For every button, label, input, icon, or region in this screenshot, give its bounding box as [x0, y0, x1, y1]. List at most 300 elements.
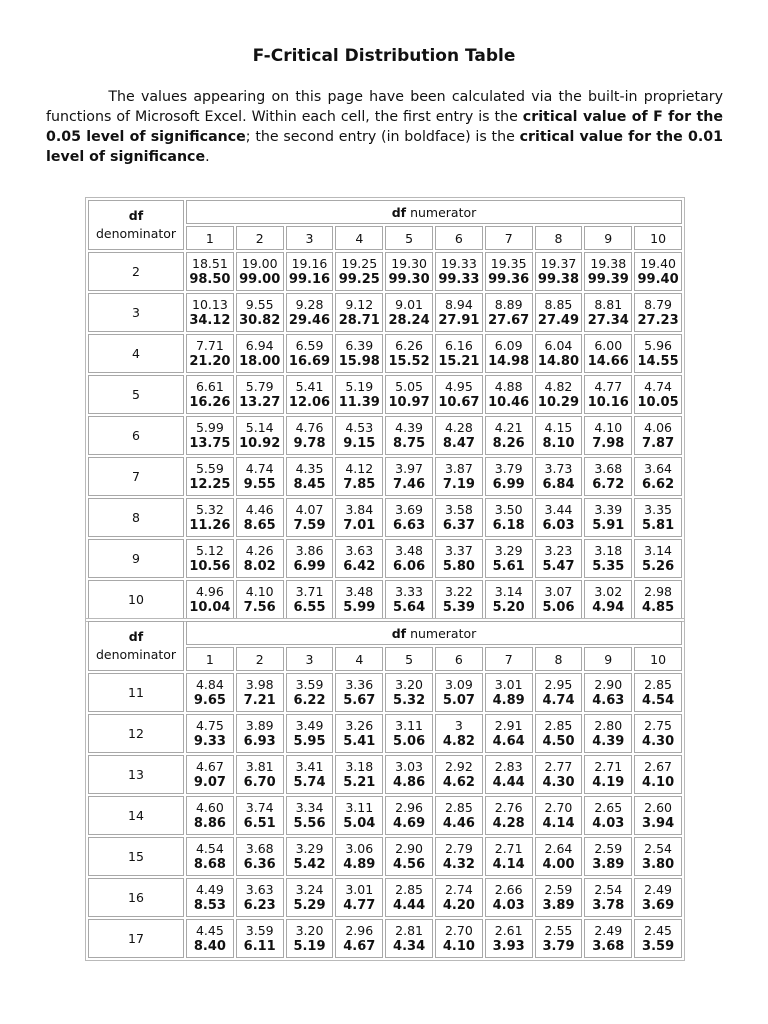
critical-value-001: 9.07: [193, 774, 226, 790]
f-value-cell: [385, 539, 433, 578]
df-label: df: [128, 208, 144, 223]
critical-value-001: 3.68: [592, 938, 625, 954]
f-value-cell: [634, 919, 682, 958]
critical-value-005: 2.64: [544, 840, 573, 856]
f-value-cell: [236, 878, 284, 917]
f-value-cell: [186, 539, 234, 578]
table-row: [88, 457, 682, 496]
f-value-cell: [385, 252, 433, 291]
critical-value-001: 14.80: [537, 353, 580, 369]
f-value-cell: [385, 580, 433, 619]
f-value-cell: [435, 375, 483, 414]
critical-value-001: 7.46: [393, 476, 426, 492]
critical-value-005: 2.59: [544, 881, 573, 897]
critical-value-005: 2.81: [395, 922, 423, 938]
f-value-cell: [535, 498, 583, 537]
f-value-cell: [186, 498, 234, 537]
critical-value-005: 6.00: [594, 337, 623, 353]
f-value-cell: [385, 796, 433, 835]
critical-value-001: 34.12: [189, 312, 231, 328]
critical-value-001: 13.27: [239, 394, 281, 410]
critical-value-001: 4.64: [492, 733, 525, 749]
f-value-cell: [186, 334, 234, 373]
f-value-cell: [286, 714, 334, 753]
critical-value-005: 2.85: [644, 676, 672, 692]
f-value-cell: [634, 673, 682, 712]
critical-value-001: 4.82: [442, 733, 475, 749]
critical-value-005: 3.37: [444, 542, 473, 558]
critical-value-005: 5.41: [295, 378, 324, 394]
critical-value-001: 4.77: [343, 897, 376, 913]
f-value-cell: [286, 498, 334, 537]
table-row: [88, 375, 682, 414]
f-value-cell: [335, 837, 383, 876]
critical-value-005: 2.85: [395, 881, 423, 897]
f-value-cell: [385, 375, 433, 414]
critical-value-005: 19.25: [341, 255, 378, 271]
critical-value-005: 3.58: [444, 501, 473, 517]
table-row: [88, 878, 682, 917]
f-value-cell: [286, 796, 334, 835]
critical-value-005: 3: [454, 717, 463, 733]
critical-value-001: 5.42: [293, 856, 326, 872]
f-value-cell: [535, 334, 583, 373]
f-value-cell: [634, 293, 682, 332]
row-df-label: 5: [88, 375, 184, 414]
critical-value-001: 99.39: [587, 271, 629, 287]
f-value-cell: [634, 878, 682, 917]
f-value-cell: [335, 919, 383, 958]
critical-value-005: 2.85: [444, 799, 473, 815]
critical-value-005: 3.09: [444, 676, 473, 692]
critical-value-001: 4.34: [393, 938, 426, 954]
critical-value-005: 2.71: [494, 840, 523, 856]
f-value-cell: [584, 293, 632, 332]
critical-value-005: 3.33: [395, 583, 423, 599]
critical-value-005: 2.98: [644, 583, 672, 599]
corner-label: [88, 621, 184, 671]
f-value-cell: [485, 919, 533, 958]
critical-value-001: 5.74: [293, 774, 326, 790]
critical-value-005: 3.20: [295, 922, 324, 938]
column-header: 9: [584, 226, 632, 250]
f-value-cell: [535, 714, 583, 753]
critical-value-001: 14.66: [587, 353, 629, 369]
critical-value-001: 15.52: [388, 353, 430, 369]
critical-value-001: 4.62: [442, 774, 475, 790]
critical-value-005: 3.74: [245, 799, 274, 815]
critical-value-001: 3.78: [592, 897, 625, 913]
critical-value-005: 3.59: [245, 922, 274, 938]
f-value-cell: [584, 539, 632, 578]
f-value-cell: [634, 416, 682, 455]
critical-value-001: 3.79: [542, 938, 575, 954]
critical-value-001: 8.47: [442, 435, 475, 451]
column-header: 7: [485, 647, 533, 671]
critical-value-005: 5.79: [245, 378, 274, 394]
f-value-cell: [435, 580, 483, 619]
critical-value-005: 2.59: [594, 840, 623, 856]
critical-value-005: 3.06: [345, 840, 374, 856]
critical-value-001: 28.24: [388, 312, 430, 328]
critical-value-005: 3.20: [395, 676, 423, 692]
f-value-cell: [634, 252, 682, 291]
f-value-cell: [584, 252, 632, 291]
row-df-label: 13: [88, 755, 184, 794]
f-value-cell: [435, 755, 483, 794]
critical-value-005: 2.96: [345, 922, 374, 938]
critical-value-005: 5.14: [245, 419, 274, 435]
critical-value-001: 15.98: [338, 353, 380, 369]
critical-value-005: 4.82: [544, 378, 573, 394]
f-value-cell: [236, 252, 284, 291]
critical-value-005: 3.14: [644, 542, 672, 558]
row-df-label: 15: [88, 837, 184, 876]
f-value-cell: [186, 796, 234, 835]
f-value-cell: [236, 673, 284, 712]
critical-value-005: 9.28: [295, 296, 324, 312]
intro-text-3: .: [205, 149, 210, 165]
critical-value-001: 8.65: [243, 517, 276, 533]
critical-value-005: 2.96: [395, 799, 423, 815]
critical-value-005: 2.92: [444, 758, 473, 774]
critical-value-005: 3.41: [295, 758, 324, 774]
row-df-label: 17: [88, 919, 184, 958]
critical-value-001: 3.94: [642, 815, 675, 831]
critical-value-005: 3.29: [295, 840, 324, 856]
f-value-cell: [584, 416, 632, 455]
column-header: 5: [385, 226, 433, 250]
f-value-cell: [286, 539, 334, 578]
f-value-cell: [634, 539, 682, 578]
f-value-cell: [335, 498, 383, 537]
critical-value-001: 5.91: [592, 517, 625, 533]
f-value-cell: [485, 796, 533, 835]
f-value-cell: [485, 416, 533, 455]
f-value-cell: [236, 919, 284, 958]
critical-value-001: 5.61: [492, 558, 525, 574]
column-header: 1: [186, 226, 234, 250]
f-value-cell: [335, 796, 383, 835]
table-row: [88, 293, 682, 332]
f-value-cell: [535, 796, 583, 835]
critical-value-005: 4.74: [245, 460, 274, 476]
critical-value-005: 3.73: [544, 460, 573, 476]
column-header: 3: [286, 226, 334, 250]
column-header: 8: [535, 647, 583, 671]
critical-value-005: 2.70: [444, 922, 473, 938]
f-table-part-1: [85, 197, 685, 622]
critical-value-001: 8.45: [293, 476, 326, 492]
critical-value-005: 2.95: [544, 676, 573, 692]
critical-value-001: 4.46: [442, 815, 475, 831]
critical-value-005: 4.84: [195, 676, 224, 692]
column-header: 6: [435, 647, 483, 671]
critical-value-005: 8.79: [644, 296, 672, 312]
critical-value-001: 7.56: [243, 599, 276, 615]
critical-value-001: 14.55: [637, 353, 679, 369]
critical-value-005: 2.77: [544, 758, 573, 774]
table-row: [88, 416, 682, 455]
critical-value-005: 4.39: [395, 419, 423, 435]
critical-value-005: 3.26: [345, 717, 374, 733]
critical-value-001: 5.26: [642, 558, 675, 574]
critical-value-005: 2.67: [644, 758, 672, 774]
critical-value-005: 3.02: [594, 583, 623, 599]
critical-value-005: 3.81: [245, 758, 274, 774]
f-value-cell: [435, 334, 483, 373]
f-value-cell: [584, 375, 632, 414]
critical-value-001: 5.32: [393, 692, 426, 708]
table-row: [88, 837, 682, 876]
f-value-cell: [385, 837, 433, 876]
table-row: [88, 673, 682, 712]
critical-value-001: 4.14: [492, 856, 525, 872]
f-value-cell: [335, 580, 383, 619]
critical-value-001: 5.47: [542, 558, 575, 574]
critical-value-001: 4.39: [592, 733, 625, 749]
f-value-cell: [535, 580, 583, 619]
row-df-label: 8: [88, 498, 184, 537]
critical-value-005: 18.51: [192, 255, 228, 271]
column-header: 5: [385, 647, 433, 671]
critical-value-001: 4.89: [492, 692, 525, 708]
f-value-cell: [236, 498, 284, 537]
f-value-cell: [236, 457, 284, 496]
f-value-cell: [385, 673, 433, 712]
df-label: df: [128, 629, 144, 644]
critical-value-001: 9.33: [193, 733, 226, 749]
critical-value-005: 5.19: [345, 378, 374, 394]
critical-value-001: 6.11: [243, 938, 276, 954]
f-value-cell: [535, 878, 583, 917]
critical-value-005: 3.64: [644, 460, 672, 476]
numerator-heading: [186, 200, 682, 224]
critical-value-005: 3.86: [295, 542, 324, 558]
critical-value-001: 6.42: [343, 558, 376, 574]
f-value-cell: [584, 457, 632, 496]
critical-value-001: 4.20: [442, 897, 475, 913]
table-row: [88, 796, 682, 835]
critical-value-001: 5.21: [343, 774, 376, 790]
critical-value-005: 2.80: [594, 717, 623, 733]
critical-value-001: 27.23: [637, 312, 679, 328]
critical-value-005: 6.09: [494, 337, 523, 353]
critical-value-001: 8.68: [193, 856, 226, 872]
f-value-cell: [485, 539, 533, 578]
critical-value-005: 3.11: [345, 799, 374, 815]
critical-value-005: 5.32: [195, 501, 224, 517]
f-value-cell: [335, 252, 383, 291]
f-value-cell: [584, 878, 632, 917]
critical-value-005: 19.40: [640, 255, 676, 271]
critical-value-001: 3.93: [492, 938, 525, 954]
f-value-cell: [385, 416, 433, 455]
f-value-cell: [634, 837, 682, 876]
critical-value-001: 9.55: [243, 476, 276, 492]
critical-value-005: 4.06: [644, 419, 672, 435]
critical-value-001: 7.87: [642, 435, 675, 451]
critical-value-005: 2.49: [644, 881, 672, 897]
critical-value-005: 3.23: [544, 542, 573, 558]
critical-value-005: 3.48: [395, 542, 423, 558]
critical-value-005: 19.33: [440, 255, 477, 271]
f-value-cell: [634, 375, 682, 414]
critical-value-001: 5.04: [343, 815, 376, 831]
table-row: [88, 580, 682, 619]
critical-value-005: 3.34: [295, 799, 324, 815]
row-df-label: 12: [88, 714, 184, 753]
critical-value-005: 4.28: [444, 419, 473, 435]
critical-value-001: 5.20: [492, 599, 525, 615]
table-row: [88, 498, 682, 537]
critical-value-001: 7.19: [442, 476, 475, 492]
row-df-label: 11: [88, 673, 184, 712]
critical-value-005: 2.66: [494, 881, 523, 897]
column-header: 2: [236, 226, 284, 250]
f-value-cell: [535, 252, 583, 291]
numerator-heading: [186, 621, 682, 645]
f-value-cell: [535, 539, 583, 578]
critical-value-005: 4.67: [195, 758, 224, 774]
f-value-cell: [435, 837, 483, 876]
critical-value-001: 8.10: [542, 435, 575, 451]
critical-value-005: 4.95: [444, 378, 473, 394]
f-value-cell: [584, 919, 632, 958]
f-value-cell: [485, 580, 533, 619]
f-value-cell: [584, 498, 632, 537]
denominator-label: denominator: [95, 226, 177, 241]
f-value-cell: [485, 293, 533, 332]
critical-value-005: 2.60: [644, 799, 672, 815]
critical-value-001: 5.99: [343, 599, 376, 615]
table-row: [88, 919, 682, 958]
critical-value-005: 2.65: [594, 799, 623, 815]
f-value-cell: [286, 837, 334, 876]
critical-value-001: 10.05: [637, 394, 679, 410]
critical-value-005: 4.54: [195, 840, 224, 856]
critical-value-005: 19.30: [391, 255, 427, 271]
f-value-cell: [435, 539, 483, 578]
critical-value-005: 3.39: [594, 501, 623, 517]
critical-value-005: 3.71: [295, 583, 324, 599]
critical-value-005: 2.75: [644, 717, 672, 733]
critical-value-001: 8.53: [193, 897, 226, 913]
critical-value-001: 4.03: [592, 815, 625, 831]
critical-value-001: 7.59: [293, 517, 326, 533]
row-df-label: 7: [88, 457, 184, 496]
critical-value-005: 8.85: [544, 296, 573, 312]
f-value-cell: [535, 837, 583, 876]
critical-value-001: 99.33: [438, 271, 480, 287]
f-value-cell: [236, 714, 284, 753]
critical-value-005: 3.89: [245, 717, 274, 733]
critical-value-001: 6.18: [492, 517, 525, 533]
critical-value-001: 6.36: [243, 856, 276, 872]
f-value-cell: [286, 293, 334, 332]
critical-value-001: 5.06: [393, 733, 426, 749]
critical-value-001: 4.19: [592, 774, 625, 790]
critical-value-001: 7.98: [592, 435, 625, 451]
critical-value-001: 5.19: [293, 938, 326, 954]
critical-value-005: 3.36: [345, 676, 374, 692]
critical-value-001: 8.40: [193, 938, 226, 954]
critical-value-005: 3.18: [594, 542, 623, 558]
f-value-cell: [435, 919, 483, 958]
critical-value-005: 5.05: [395, 378, 423, 394]
critical-value-001: 13.75: [189, 435, 231, 451]
critical-value-005: 4.10: [594, 419, 623, 435]
critical-value-001: 3.80: [642, 856, 675, 872]
critical-value-005: 9.55: [245, 296, 274, 312]
critical-value-001: 3.89: [592, 856, 625, 872]
critical-value-001: 6.55: [293, 599, 326, 615]
critical-value-005: 8.94: [444, 296, 473, 312]
critical-value-001: 9.65: [193, 692, 226, 708]
row-df-label: 16: [88, 878, 184, 917]
row-df-label: 14: [88, 796, 184, 835]
critical-value-005: 5.99: [195, 419, 224, 435]
critical-value-005: 4.12: [345, 460, 374, 476]
critical-value-005: 4.10: [245, 583, 274, 599]
critical-value-005: 3.35: [644, 501, 672, 517]
critical-value-005: 3.49: [295, 717, 324, 733]
f-value-cell: [634, 498, 682, 537]
critical-value-001: 27.91: [438, 312, 480, 328]
critical-value-001: 6.99: [293, 558, 326, 574]
intro-paragraph: [46, 87, 723, 167]
critical-value-005: 3.44: [544, 501, 573, 517]
f-value-cell: [186, 878, 234, 917]
critical-value-005: 2.45: [644, 922, 672, 938]
row-df-label: 3: [88, 293, 184, 332]
critical-value-005: 2.54: [594, 881, 623, 897]
critical-value-005: 3.03: [395, 758, 423, 774]
f-value-cell: [236, 416, 284, 455]
critical-value-001: 10.67: [438, 394, 480, 410]
critical-value-001: 7.85: [343, 476, 376, 492]
f-value-cell: [286, 375, 334, 414]
critical-value-005: 5.12: [195, 542, 224, 558]
header-row: [88, 621, 682, 645]
critical-value-005: 4.74: [644, 378, 672, 394]
critical-value-005: 4.46: [245, 501, 274, 517]
f-value-cell: [286, 878, 334, 917]
critical-value-005: 19.35: [490, 255, 527, 271]
critical-value-001: 99.40: [637, 271, 679, 287]
df-label: df: [391, 204, 407, 220]
critical-value-005: 4.75: [195, 717, 224, 733]
f-value-cell: [485, 673, 533, 712]
critical-value-005: 3.01: [345, 881, 374, 897]
page-title: F-Critical Distribution Table: [252, 46, 516, 66]
critical-value-001: 4.67: [343, 938, 376, 954]
critical-value-001: 5.81: [642, 517, 675, 533]
f-value-cell: [286, 416, 334, 455]
f-table-part-2: [85, 618, 685, 961]
numerator-label: numerator: [410, 625, 477, 641]
f-value-cell: [335, 334, 383, 373]
f-value-cell: [236, 375, 284, 414]
f-value-cell: [385, 878, 433, 917]
f-value-cell: [335, 539, 383, 578]
table-row: [88, 334, 682, 373]
critical-value-005: 2.70: [544, 799, 573, 815]
denominator-label: denominator: [95, 647, 177, 662]
critical-value-005: 3.59: [295, 676, 324, 692]
critical-value-001: 4.10: [642, 774, 675, 790]
critical-value-005: 4.96: [195, 583, 224, 599]
